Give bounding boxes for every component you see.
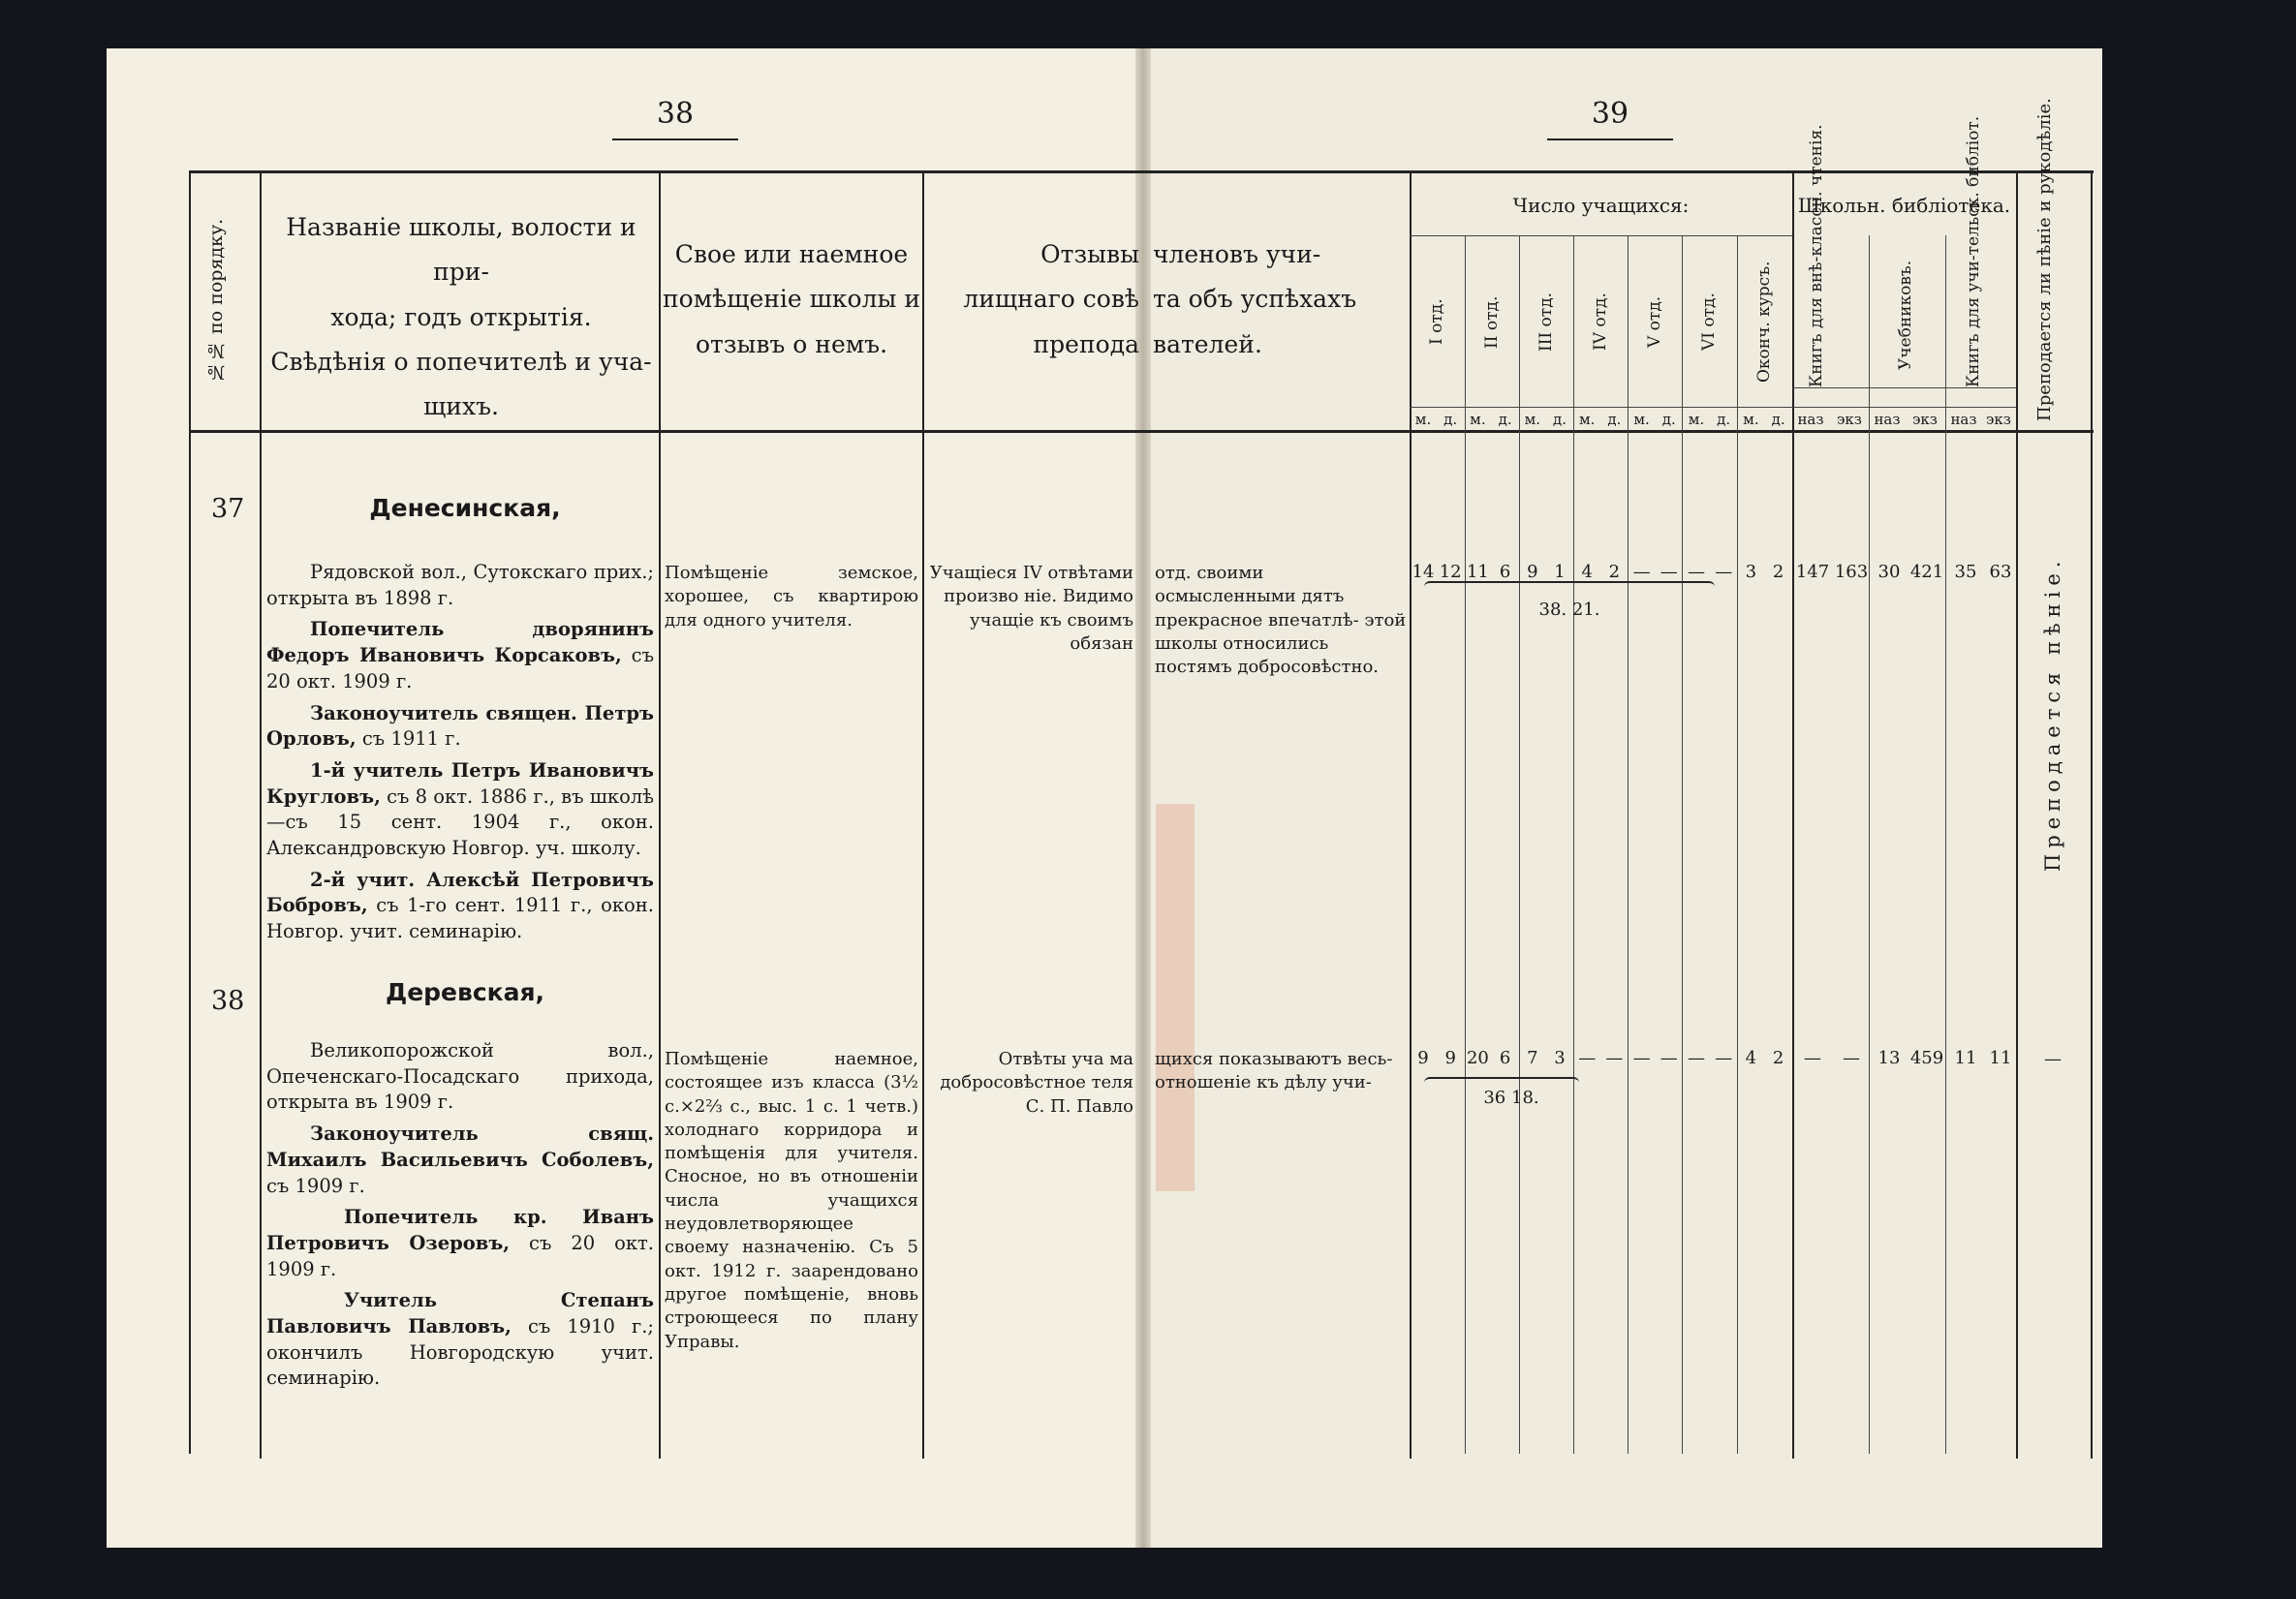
header-grade: V отд.: [1645, 295, 1664, 349]
student-count: —: [1605, 1048, 1624, 1068]
header-sex: м.: [1524, 411, 1541, 428]
student-count: —: [1715, 1048, 1733, 1068]
header-sex: д.: [1661, 411, 1676, 428]
header-library-group: Школьн. библіотека.: [1797, 194, 2011, 217]
row-number: 37: [211, 494, 245, 524]
col-divider: [659, 170, 661, 1459]
header-sex: м.: [1743, 411, 1759, 428]
header-sex: м.: [1470, 411, 1486, 428]
header-library-textbooks: Учебниковъ.: [1896, 260, 1915, 370]
review-text-left: Отвѣты уча ма добросовѣстное теля С. П. Павло: [940, 1049, 1133, 1117]
premises-text: Помѣщеніе наемное, состоящее изъ класса (3½ с.×2⅔ с., выс. 1 с. 1 четв.) холоднаго корридора и помѣщенія для учителя. Сносное, но въ отношеніи числа учащихся неудовлетворяющее своему назначенію. Съ 5 окт. 1912 г. заарендовано другое помѣщеніе, вновь строющееся по плану Управы.: [665, 1049, 918, 1352]
header-library-sub: экз: [1912, 411, 1938, 428]
totals-brace: [1424, 1077, 1579, 1083]
header-singing: Преподается ли пѣніе и рукодѣліе.: [2034, 98, 2055, 421]
header-library-sub: экз: [1837, 411, 1862, 428]
student-count: 4: [1581, 562, 1593, 582]
student-count: —: [1632, 1048, 1651, 1068]
library-count: 13: [1877, 1048, 1901, 1068]
sex-row-rule: [1410, 407, 2016, 408]
library-count: 11: [1989, 1048, 2012, 1068]
table-left-border: [189, 170, 191, 1454]
page-number-left: 38: [612, 97, 738, 140]
col-divider: [2016, 170, 2018, 1459]
student-count: 6: [1499, 1048, 1511, 1068]
student-count: 2: [1772, 562, 1784, 582]
page-number-right: 39: [1547, 97, 1673, 140]
header-library-sub: наз: [1797, 411, 1824, 428]
header-library-teacher: Книгъ для учи-тельск. библіот.: [1964, 115, 1983, 387]
header-premises: Свое или наемное помѣщеніе школы и отзывъ о немъ.: [663, 240, 920, 358]
header-bottom-rule: [189, 430, 2094, 433]
library-count: 30: [1877, 562, 1901, 582]
student-count: —: [1578, 1048, 1597, 1068]
header-sex: д.: [1552, 411, 1567, 428]
header-school-name: Названіе школы, волости и при- хода; годъ открытія. Свѣдѣнія о попечителѣ и уча- щихъ.: [270, 213, 652, 420]
library-count: 163: [1834, 562, 1869, 582]
student-count: 6: [1499, 562, 1511, 582]
header-sex: д.: [1498, 411, 1512, 428]
header-sex: д.: [1717, 411, 1731, 428]
library-sub-rule: [1792, 387, 2016, 388]
header-sex: м.: [1688, 411, 1705, 428]
header-grade: IV отд.: [1591, 292, 1610, 352]
library-count: —: [1804, 1048, 1821, 1068]
library-count: 147: [1795, 562, 1830, 582]
premises-text: Помѣщеніе земское, хорошее, съ квартирою для одного учителя.: [665, 563, 918, 630]
student-count: 9: [1444, 1048, 1456, 1068]
student-count: 20: [1466, 1048, 1489, 1068]
student-count: 2: [1772, 1048, 1784, 1068]
singing-note: —: [2044, 1049, 2062, 1069]
student-count: —: [1632, 562, 1651, 582]
header-library-sub: экз: [1986, 411, 2011, 428]
review-text-left: Учащіеся IV отвѣтами произво ніе. Видимо учащіе къ своимъ обязан: [929, 563, 1133, 654]
student-count: 1: [1554, 562, 1566, 582]
library-count: 459: [1909, 1048, 1944, 1068]
header-grade: I отд.: [1427, 298, 1446, 346]
library-count: —: [1843, 1048, 1860, 1068]
header-students-group: Число учащихся:: [1512, 194, 1690, 217]
review-text-right: отд. своими осмысленными дятъ прекрасное впечатлѣ- этой школы относились постямъ добросовѣстно.: [1155, 563, 1407, 678]
student-count: 4: [1745, 1048, 1757, 1068]
students-group-rule: [1410, 235, 1792, 236]
col-divider: [1410, 170, 1412, 1459]
header-grade: II отд.: [1482, 295, 1502, 349]
header-grade: VI отд.: [1699, 292, 1719, 352]
library-count: 63: [1989, 562, 2012, 582]
header-grade: Оконч. курсъ.: [1754, 261, 1774, 384]
header-sex: д.: [1443, 411, 1458, 428]
student-count: 11: [1466, 562, 1489, 582]
header-sex: м.: [1414, 411, 1432, 428]
header-library-sub: наз: [1874, 411, 1901, 428]
header-library-extra: Книгъ для внѣ-классн. чтенія.: [1807, 124, 1826, 387]
header-sex: м.: [1633, 411, 1650, 428]
table-right-border: [2091, 170, 2093, 1459]
header-sex: д.: [1607, 411, 1622, 428]
student-count: 9: [1527, 562, 1538, 582]
student-count: 14: [1412, 562, 1435, 582]
row-totals: 38. 21.: [1538, 600, 1600, 620]
totals-brace: [1424, 581, 1715, 587]
col-divider: [922, 170, 924, 1459]
header-reviews-left: Отзывы лищнаго совѣ препода: [963, 240, 1139, 358]
school-name: Денесинская,: [369, 494, 561, 522]
singing-note: Преподается пѣніе.: [2041, 555, 2064, 872]
library-count: 11: [1954, 1048, 1977, 1068]
col-divider: [260, 170, 262, 1459]
student-count: 12: [1439, 562, 1462, 582]
school-info: Великопорожской вол., Опеченскаго-Посадскаго прихода, открыта въ 1909 г. Законоучитель свящ. Михаилъ Васильевичъ Соболевъ, съ 1909 г. Попечитель кр. Иванъ Петровичъ Озеровъ, съ 20 окт. 1909 г. Учитель Степанъ Павловичъ Павловъ, съ 1910 г.; окончилъ Новгородскую учит. семинарію.: [266, 1039, 654, 1390]
col-divider: [1792, 170, 1794, 1459]
student-count: 3: [1745, 562, 1757, 582]
header-reviews-right: членовъ учи- та объ успѣхахъ вателей.: [1153, 240, 1357, 358]
student-count: —: [1660, 562, 1678, 582]
header-sex: д.: [1771, 411, 1785, 428]
header-number: №№ по порядку.: [205, 218, 227, 383]
row-totals: 36 18.: [1483, 1088, 1539, 1108]
header-grade: III отд.: [1536, 292, 1556, 353]
student-count: 9: [1417, 1048, 1429, 1068]
student-count: —: [1688, 1048, 1705, 1068]
student-count: —: [1660, 1048, 1678, 1068]
header-library-sub: наз: [1950, 411, 1977, 428]
student-count: —: [1715, 562, 1733, 582]
review-text-right: щихся показываютъ весь- отношеніе къ дѣлу учи-: [1155, 1049, 1393, 1093]
school-info: Рядовской вол., Сутокскаго прих.; открыта въ 1898 г. Попечитель дворянинъ Федоръ Ивановичъ Корсаковъ, съ 20 окт. 1909 г. Законоучитель священ. Петръ Орловъ, съ 1911 г. 1-й учитель Петръ Ивановичъ Кругловъ, съ 8 окт. 1886 г., въ школѣ—съ 15 сент. 1904 г., окон. Александровскую Новгор. уч. школу. 2-й учит. Алексѣй Петровичъ Бобровъ, съ 1-го сент. 1911 г., окон. Новгор. учит. семинарію.: [266, 561, 655, 943]
student-count: —: [1688, 562, 1705, 582]
row-number: 38: [211, 986, 245, 1016]
library-count: 35: [1954, 562, 1977, 582]
header-sex: м.: [1578, 411, 1596, 428]
school-name: Деревская,: [385, 978, 545, 1006]
student-count: 3: [1554, 1048, 1566, 1068]
library-count: 421: [1909, 562, 1944, 582]
student-count: 2: [1608, 562, 1621, 582]
paper-stain: [1156, 804, 1195, 1191]
student-count: 7: [1527, 1048, 1538, 1068]
